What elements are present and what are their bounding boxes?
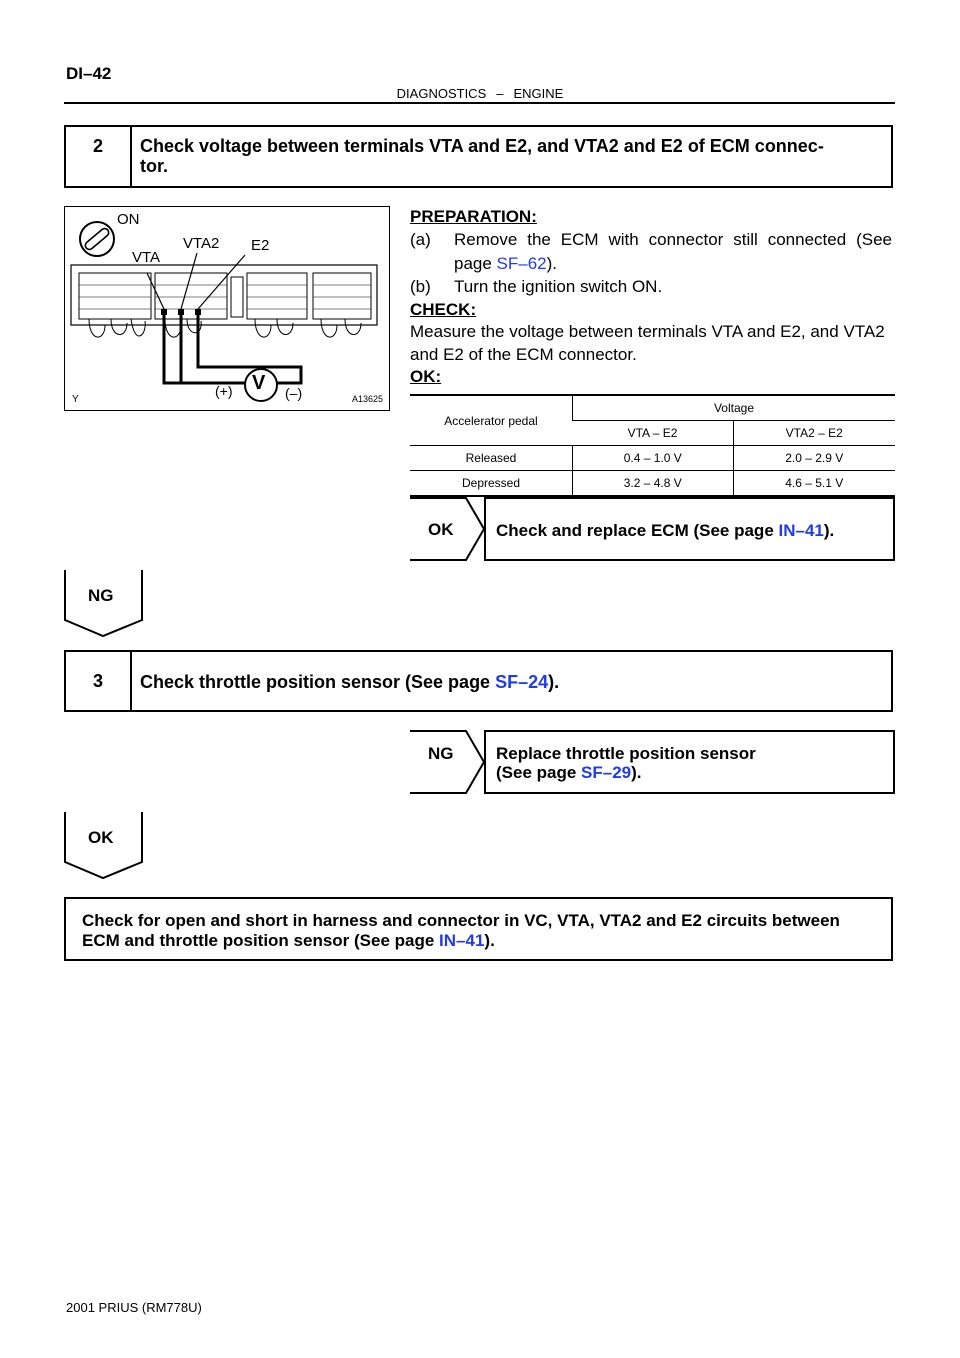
ecm-connector-drawing — [65, 207, 391, 412]
check-line-1: Measure the voltage between terminals VTA and E2, and VTA2 — [410, 322, 885, 341]
link-in-41[interactable]: IN–41 — [778, 521, 824, 540]
header-section: DIAGNOSTICS — [396, 86, 487, 101]
header-separator: – — [496, 86, 504, 101]
vta2-terminal-label: VTA2 — [183, 235, 220, 252]
ok-flow-label: OK — [88, 828, 114, 847]
link-in-41-final[interactable]: IN–41 — [439, 931, 485, 950]
preparation-heading: PREPARATION: — [410, 207, 537, 226]
footer-model: 2001 PRIUS (RM778U) — [66, 1300, 202, 1315]
step-2-box — [64, 125, 893, 188]
ng-flow-label: NG — [88, 586, 114, 605]
voltage-spec-table — [410, 394, 895, 497]
vta-terminal-label: VTA — [132, 249, 161, 266]
th-accelerator-pedal: Accelerator pedal — [410, 395, 573, 446]
step-3-number: 3 — [66, 652, 132, 710]
probe-plus-label: (+) — [215, 383, 233, 399]
header-subsection: ENGINE — [513, 86, 564, 101]
step-3-title: Check throttle position sensor (See page SF–24). — [140, 672, 560, 692]
prep-step-a-cont: page SF–62). — [454, 254, 558, 273]
figure-corner-mark: Y — [72, 394, 79, 405]
link-sf-29[interactable]: SF–29 — [581, 763, 632, 782]
step-3-box — [64, 650, 893, 712]
th-vta-e2: VTA – E2 — [573, 421, 734, 446]
check-line-2: and E2 of the ECM connector. — [410, 345, 637, 364]
step-2-title: Check voltage between terminals VTA and E2, and VTA2 and E2 of ECM connec- tor. — [140, 136, 824, 176]
prep-step-a: (a) Remove the ECM with connector still connected (See — [410, 230, 892, 249]
ng-result-tag: NG — [428, 744, 454, 763]
ecm-connector-figure — [64, 206, 390, 411]
figure-id: A13625 — [351, 394, 383, 404]
prep-step-b: (b) Turn the ignition switch ON. — [410, 277, 663, 296]
ok-result-box: Check and replace ECM (See page IN–41). — [484, 497, 895, 561]
th-vta2-e2: VTA2 – E2 — [733, 421, 895, 446]
page-id: DI–42 — [66, 64, 112, 83]
link-sf-62[interactable]: SF–62 — [496, 254, 547, 273]
probe-minus-label: (–) — [285, 385, 303, 401]
ok-result-tag: OK — [428, 520, 454, 539]
header-rule — [64, 102, 895, 104]
table-row: Released 0.4 – 1.0 V 2.0 – 2.9 V — [410, 446, 895, 471]
ignition-switch-icon — [80, 222, 114, 256]
th-voltage: Voltage — [573, 395, 896, 421]
ng-result-box: Replace throttle position sensor (See page SF–29). — [484, 730, 895, 794]
step-2-number: 2 — [66, 127, 132, 186]
final-check-box — [64, 897, 893, 961]
e2-terminal-label: E2 — [251, 237, 270, 254]
voltmeter-symbol: V — [252, 372, 266, 394]
link-sf-24[interactable]: SF–24 — [495, 672, 549, 692]
table-row: Depressed 3.2 – 4.8 V 4.6 – 5.1 V — [410, 471, 895, 497]
switch-on-label: ON — [117, 211, 140, 228]
ok-heading: OK: — [410, 367, 442, 386]
final-check-text: Check for open and short in harness and connector in VC, VTA, VTA2 and E2 circuits between ECM and throttle position sensor (See page IN–41). — [82, 911, 840, 950]
header-title — [0, 86, 960, 101]
check-heading: CHECK: — [410, 300, 477, 319]
